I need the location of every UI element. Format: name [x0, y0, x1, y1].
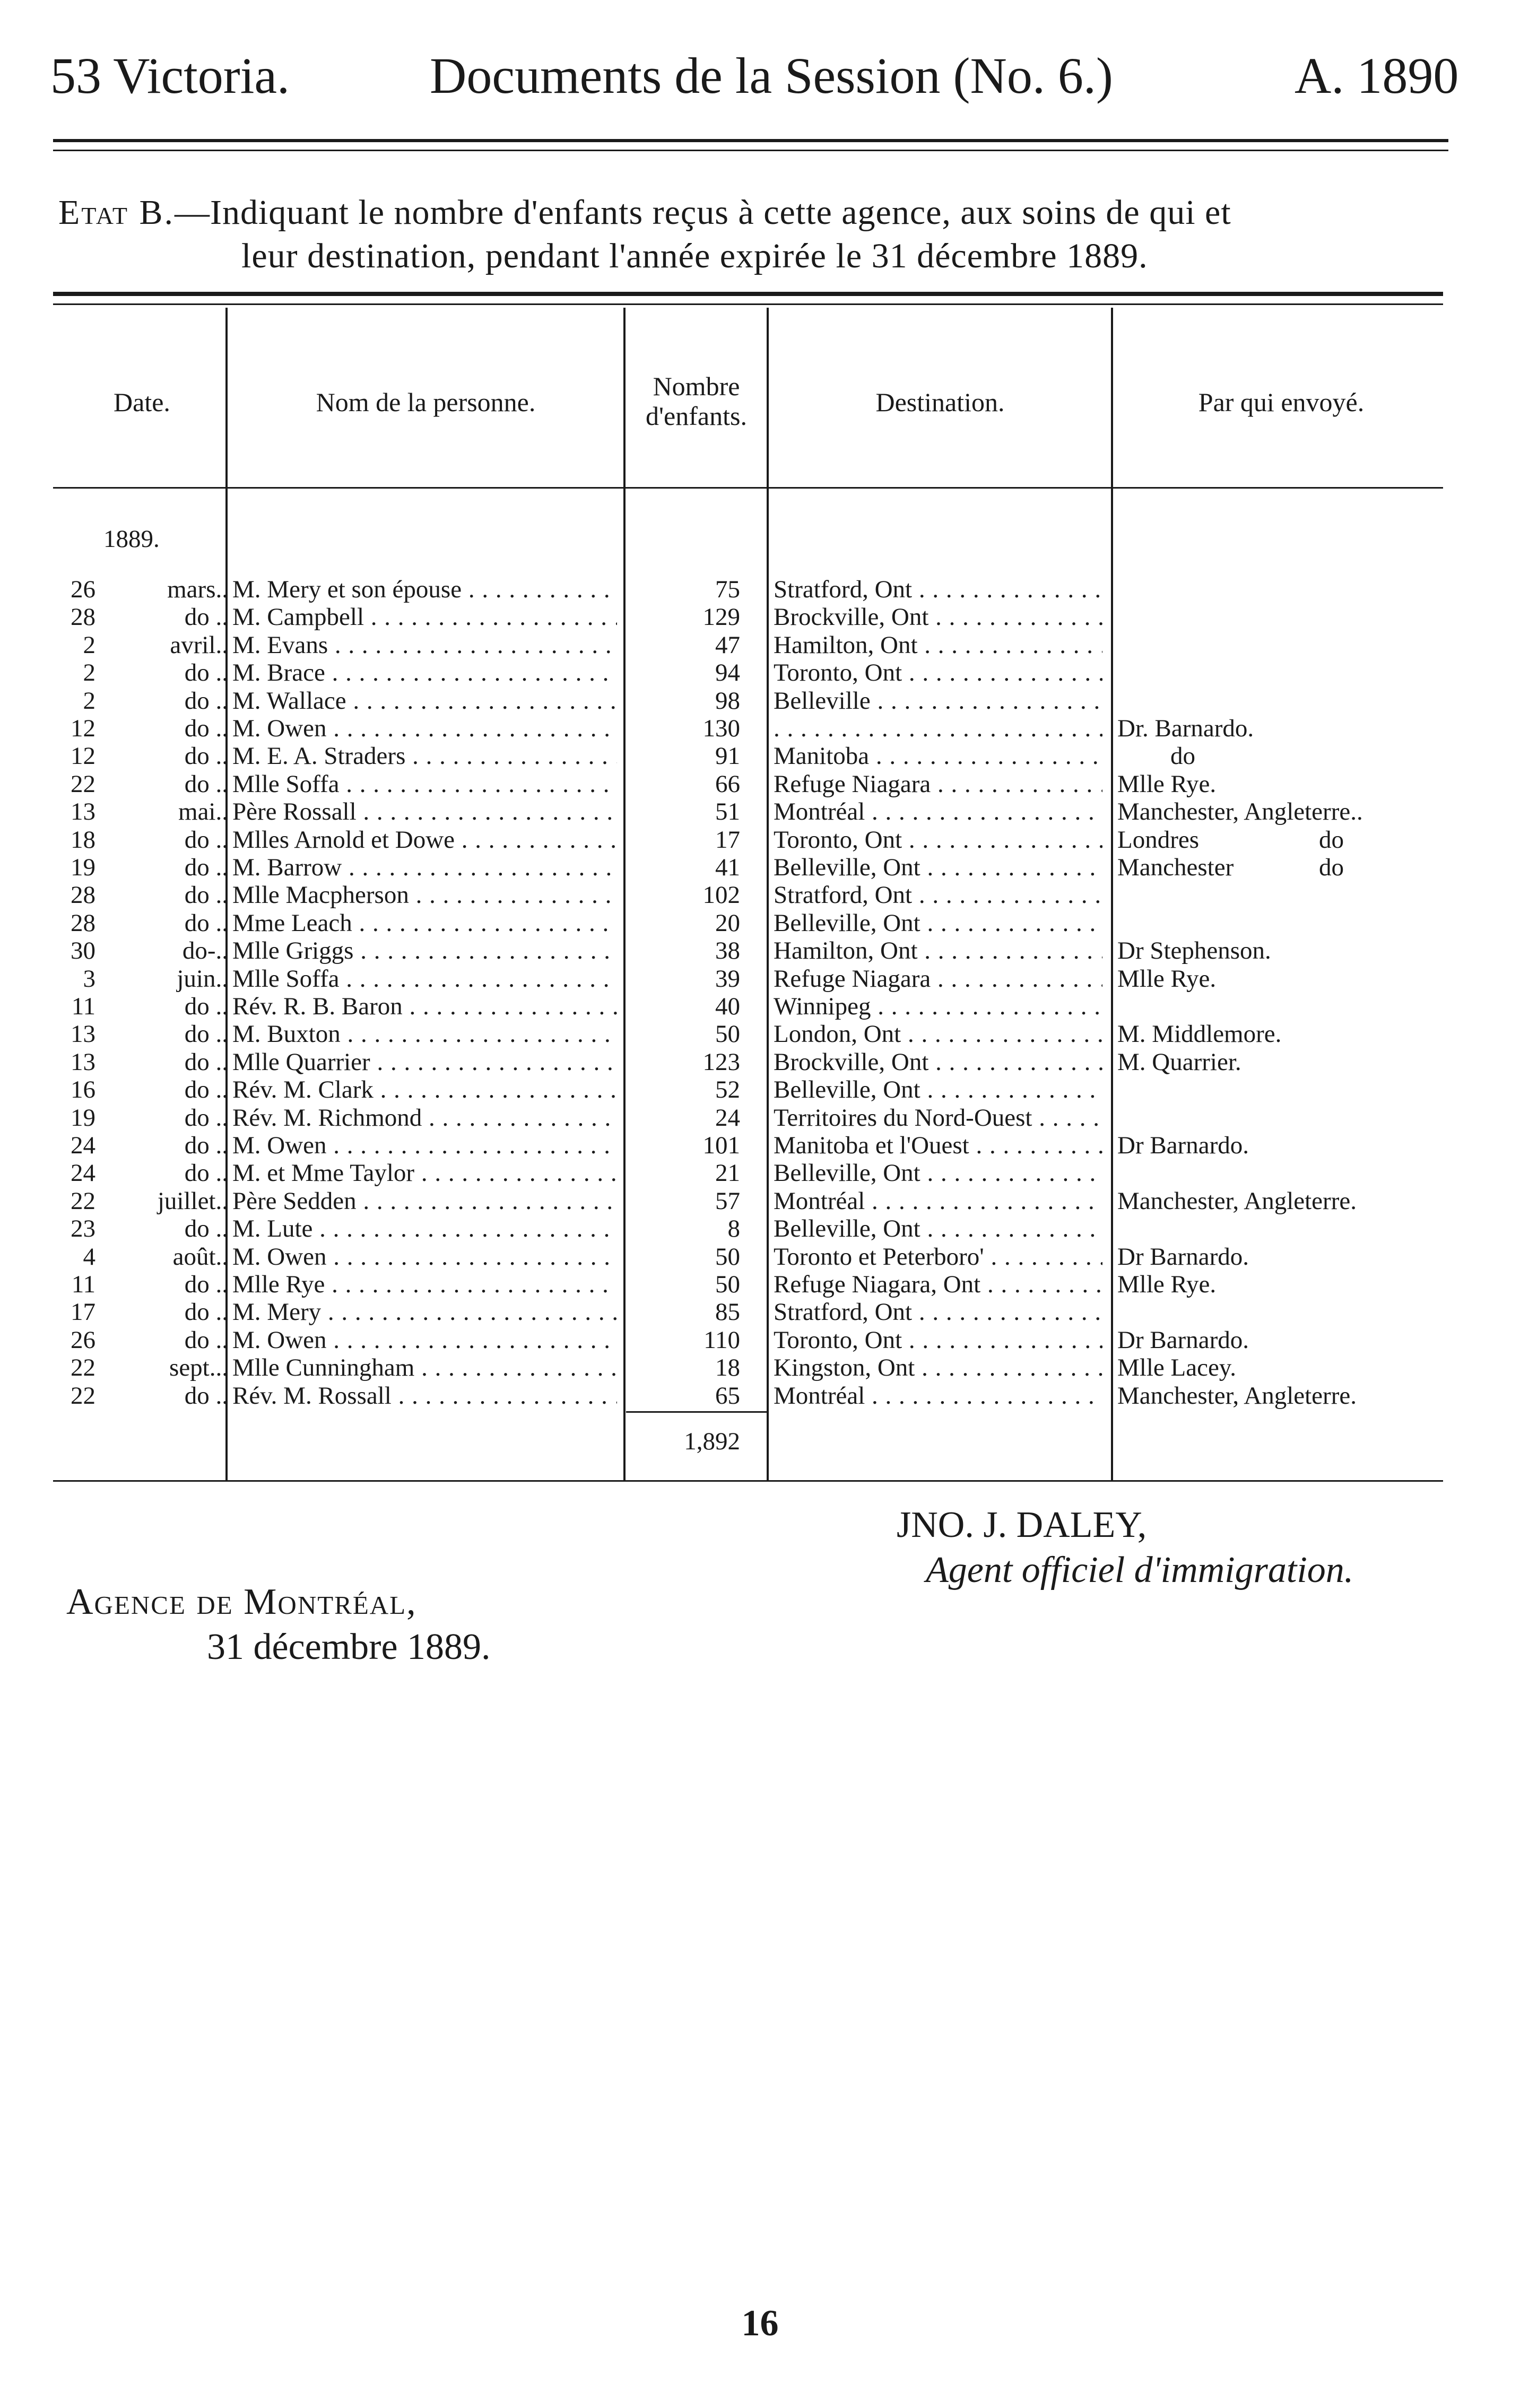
row-day: 11	[71, 993, 95, 1020]
row-month: do ..	[184, 1215, 228, 1242]
row-sender: Dr. Barnardo.	[1117, 715, 1254, 742]
row-count: 75	[715, 576, 740, 603]
row-sender	[1117, 631, 1499, 659]
row-count: 110	[703, 1326, 740, 1354]
row-month: sept...	[169, 1354, 228, 1381]
row-month: do ..	[184, 715, 228, 742]
row-sender	[1117, 1104, 1499, 1132]
row-month: do ..	[184, 1298, 228, 1326]
row-day: 22	[71, 1354, 95, 1381]
row-destination: Territoires du Nord-Ouest . . .	[774, 1104, 1102, 1132]
row-day: 23	[71, 1215, 95, 1242]
column-divider-2	[623, 308, 626, 1480]
row-count: 66	[715, 770, 740, 798]
row-name: Père Sedden . . .	[232, 1187, 617, 1215]
row-count: 52	[715, 1076, 740, 1103]
row-day: 16	[71, 1076, 95, 1103]
total-rule	[626, 1411, 767, 1413]
row-day: 22	[71, 770, 95, 798]
row-sender	[1117, 1298, 1499, 1326]
row-count: 38	[715, 937, 740, 964]
row-name: M. et Mme Taylor . . .	[232, 1159, 617, 1187]
row-day: 17	[71, 1298, 95, 1326]
row-name: Rév. M. Rossall . . .	[232, 1382, 617, 1410]
row-day: 26	[71, 1326, 95, 1354]
row-day: 3	[83, 965, 95, 993]
row-count: 130	[702, 715, 740, 742]
row-name: M. Owen . . .	[232, 1326, 617, 1354]
row-destination: Belleville, Ont . . .	[774, 1159, 1102, 1187]
row-day: 28	[71, 881, 95, 909]
row-month: juillet..	[157, 1187, 228, 1215]
row-month: do ..	[184, 770, 228, 798]
row-month: do ..	[184, 1382, 228, 1410]
row-name: Mlle Rye . . .	[232, 1271, 617, 1298]
row-day: 28	[71, 909, 95, 937]
row-day: 22	[71, 1187, 95, 1215]
row-sender	[1117, 854, 1499, 881]
row-name: Mlle Griggs . . .	[232, 937, 617, 964]
row-month: do-..	[182, 937, 228, 964]
row-count: 51	[715, 798, 740, 825]
table-top-rule-thin	[53, 303, 1443, 305]
row-name: Rév. R. B. Baron . . .	[232, 993, 617, 1020]
row-destination: Manitoba et l'Ouest . . .	[774, 1132, 1102, 1159]
row-month: do ..	[184, 687, 228, 715]
row-sender: Dr Barnardo.	[1117, 1132, 1249, 1159]
row-name: M. Mery et son épouse . . .	[232, 576, 617, 603]
row-destination: Belleville, Ont . . .	[774, 854, 1102, 881]
row-destination	[774, 715, 1102, 742]
row-month: do ..	[184, 1132, 228, 1159]
row-sender	[1117, 909, 1499, 937]
row-month: avril..	[170, 631, 228, 659]
row-day: 24	[71, 1159, 95, 1187]
row-name: Rév. M. Richmond . . .	[232, 1104, 617, 1132]
row-name: M. Barrow . . .	[232, 854, 617, 881]
row-sender	[1117, 603, 1499, 631]
row-count: 65	[715, 1382, 740, 1410]
row-sender: Mlle Rye.	[1117, 1271, 1217, 1298]
row-sender	[1117, 1215, 1499, 1242]
row-day: 2	[83, 631, 95, 659]
row-destination: Toronto et Peterboro' . . .	[774, 1243, 1102, 1271]
signatory-name: JNO. J. DALEY,	[897, 1505, 1147, 1545]
row-destination: Hamilton, Ont . . .	[774, 937, 1102, 964]
row-name: M. Owen . . .	[232, 1243, 617, 1271]
row-month: do ..	[184, 1104, 228, 1132]
row-day: 19	[71, 1104, 95, 1132]
row-month: do ..	[184, 881, 228, 909]
column-divider-4	[1111, 308, 1113, 1480]
row-name: M. E. A. Straders . . .	[232, 742, 617, 770]
row-sender-ditto: do	[1319, 854, 1344, 881]
row-day: 11	[71, 1271, 95, 1298]
column-header-count-line-2: d'enfants.	[646, 401, 747, 431]
row-month: do ..	[184, 993, 228, 1020]
row-day: 12	[71, 742, 95, 770]
row-destination: Brockville, Ont . . .	[774, 1048, 1102, 1076]
row-name: M. Wallace . . .	[232, 687, 617, 715]
row-destination: Toronto, Ont . . .	[774, 826, 1102, 854]
row-count: 123	[702, 1048, 740, 1076]
row-destination: Toronto, Ont . . .	[774, 659, 1102, 686]
signatory-title: Agent officiel d'immigration.	[926, 1550, 1354, 1590]
row-destination: Belleville, Ont . . .	[774, 1215, 1102, 1242]
row-day: 28	[71, 603, 95, 631]
agency-date: 31 décembre 1889.	[207, 1627, 491, 1667]
row-destination: Montréal . . .	[774, 1382, 1102, 1410]
row-count: 39	[715, 965, 740, 993]
row-count: 50	[715, 1271, 740, 1298]
row-destination: Stratford, Ont . . .	[774, 881, 1102, 909]
row-name: Mlle Quarrier . . .	[232, 1048, 617, 1076]
column-header-count	[626, 371, 767, 431]
row-name: M. Brace . . .	[232, 659, 617, 686]
caption-line-1: —Indiquant le nombre d'enfants reçus à cette agence, aux soins de qui et	[174, 193, 1231, 232]
row-count: 20	[715, 909, 740, 937]
row-sender	[1117, 659, 1499, 686]
row-month: do ..	[184, 1048, 228, 1076]
row-sender	[1117, 881, 1499, 909]
row-month: do ..	[184, 909, 228, 937]
row-sender: Mlle Lacey.	[1117, 1354, 1237, 1381]
row-name: M. Mery . . .	[232, 1298, 617, 1326]
row-month: do ..	[184, 1159, 228, 1187]
row-month: mai..	[178, 798, 228, 825]
header-volume: 53 Victoria.	[50, 47, 290, 104]
row-count: 50	[715, 1243, 740, 1271]
row-month: mars..	[167, 576, 228, 603]
row-sender: Dr Barnardo.	[1117, 1243, 1249, 1271]
row-count: 98	[715, 687, 740, 715]
row-day: 4	[83, 1243, 95, 1271]
column-header-count-line-1: Nombre	[653, 371, 740, 401]
row-destination: Montréal . . .	[774, 798, 1102, 825]
row-sender: Dr Stephenson.	[1117, 937, 1271, 964]
row-sender	[1117, 1076, 1499, 1103]
column-divider-3	[767, 308, 769, 1480]
row-month: do ..	[184, 1020, 228, 1048]
row-count: 41	[715, 854, 740, 881]
row-name: Mme Leach . . .	[232, 909, 617, 937]
header-year: A. 1890	[1295, 47, 1459, 104]
row-day: 2	[83, 687, 95, 715]
row-month: do ..	[184, 826, 228, 854]
row-destination: Brockville, Ont . . .	[774, 603, 1102, 631]
row-count: 8	[727, 1215, 740, 1242]
header-title: Documents de la Session (No. 6.)	[430, 47, 1113, 104]
row-destination: Toronto, Ont . . .	[774, 1326, 1102, 1354]
row-destination: Refuge Niagara, Ont . . .	[774, 1271, 1102, 1298]
row-count: 40	[715, 993, 740, 1020]
row-sender	[1117, 826, 1499, 854]
row-month: do ..	[184, 742, 228, 770]
row-destination: Belleville, Ont . . .	[774, 1076, 1102, 1103]
row-destination: London, Ont . . .	[774, 1020, 1102, 1048]
row-count: 85	[715, 1298, 740, 1326]
row-month: do ..	[184, 659, 228, 686]
row-sender-place: Londres	[1117, 826, 1200, 854]
column-header-date: Date.	[114, 387, 170, 417]
row-count: 94	[715, 659, 740, 686]
agency-name: Agence de Montréal,	[66, 1581, 417, 1622]
row-destination: Hamilton, Ont . . .	[774, 631, 1102, 659]
row-destination: Montréal . . .	[774, 1187, 1102, 1215]
row-destination: Refuge Niagara . . .	[774, 965, 1102, 993]
row-sender	[1117, 687, 1499, 715]
table-top-rule-thick	[53, 292, 1443, 296]
year-label: 1889.	[103, 525, 160, 553]
row-destination: Stratford, Ont . . .	[774, 576, 1102, 603]
row-name: Mlles Arnold et Dowe . . .	[232, 826, 617, 854]
caption-label: Etat B.	[58, 193, 175, 232]
row-day: 30	[71, 937, 95, 964]
row-day: 12	[71, 715, 95, 742]
row-month: août..	[172, 1243, 228, 1271]
caption-line-2: leur destination, pendant l'année expirée le 31 décembre 1889.	[241, 237, 1148, 275]
row-destination: Refuge Niagara . . .	[774, 770, 1102, 798]
row-name: Rév. M. Clark . . .	[232, 1076, 617, 1103]
column-header-sender: Par qui envoyé.	[1198, 387, 1365, 417]
row-sender	[1117, 1159, 1499, 1187]
row-day: 13	[71, 1048, 95, 1076]
row-sender	[1117, 576, 1499, 603]
row-month: do ..	[184, 1076, 228, 1103]
row-count: 47	[715, 631, 740, 659]
row-count: 57	[715, 1187, 740, 1215]
row-day: 26	[71, 576, 95, 603]
row-sender: M. Quarrier.	[1117, 1048, 1241, 1076]
row-sender: M. Middlemore.	[1117, 1020, 1282, 1048]
row-destination: Stratford, Ont . . .	[774, 1298, 1102, 1326]
row-name: Mlle Cunningham . . .	[232, 1354, 617, 1381]
row-sender	[1117, 993, 1499, 1020]
row-day: 22	[71, 1382, 95, 1410]
column-header-destination: Destination.	[875, 387, 1005, 417]
row-sender-ditto: do	[1319, 826, 1344, 854]
header-rule-thick	[53, 139, 1448, 142]
row-sender: Dr Barnardo.	[1117, 1326, 1249, 1354]
row-sender: do	[1170, 742, 1195, 770]
row-name: M. Evans . . .	[232, 631, 617, 659]
row-day: 19	[71, 854, 95, 881]
row-day: 2	[83, 659, 95, 686]
row-name: M. Owen . . .	[232, 1132, 617, 1159]
row-destination: Winnipeg . . .	[774, 993, 1102, 1020]
row-count: 102	[702, 881, 740, 909]
row-destination: Manitoba . . .	[774, 742, 1102, 770]
row-month: do ..	[184, 1271, 228, 1298]
row-name: M. Lute . . .	[232, 1215, 617, 1242]
row-name: M. Campbell . . .	[232, 603, 617, 631]
row-count: 21	[715, 1159, 740, 1187]
column-header-rule	[53, 487, 1443, 489]
row-sender: Mlle Rye.	[1117, 770, 1217, 798]
row-destination: Belleville, Ont . . .	[774, 909, 1102, 937]
row-day: 13	[71, 798, 95, 825]
row-name: M. Buxton . . .	[232, 1020, 617, 1048]
row-sender-place: Manchester	[1117, 854, 1234, 881]
row-destination: Belleville . . .	[774, 687, 1102, 715]
table-bottom-rule	[53, 1480, 1443, 1482]
row-count: 18	[715, 1354, 740, 1381]
row-day: 24	[71, 1132, 95, 1159]
row-sender: Manchester, Angleterre.	[1117, 1382, 1357, 1410]
row-month: do ..	[184, 1326, 228, 1354]
row-destination: Kingston, Ont . . .	[774, 1354, 1102, 1381]
row-name: Mlle Soffa . . .	[232, 770, 617, 798]
header-rule-thin	[53, 150, 1448, 151]
row-month: juin..	[177, 965, 228, 993]
row-count: 101	[702, 1132, 740, 1159]
row-name: Père Rossall . . .	[232, 798, 617, 825]
row-count: 129	[702, 603, 740, 631]
column-header-name: Nom de la personne.	[316, 387, 536, 417]
row-sender: Mlle Rye.	[1117, 965, 1217, 993]
row-name: M. Owen . . .	[232, 715, 617, 742]
row-name: Mlle Soffa . . .	[232, 965, 617, 993]
row-day: 18	[71, 826, 95, 854]
row-sender: Manchester, Angleterre..	[1117, 798, 1363, 825]
page-number: 16	[741, 2303, 779, 2344]
row-month: do ..	[184, 854, 228, 881]
table-caption	[58, 191, 1459, 278]
row-count: 24	[715, 1104, 740, 1132]
row-count: 50	[715, 1020, 740, 1048]
row-month: do ..	[184, 603, 228, 631]
row-day: 13	[71, 1020, 95, 1048]
row-count: 17	[715, 826, 740, 854]
row-sender: Manchester, Angleterre.	[1117, 1187, 1357, 1215]
row-name: Mlle Macpherson . . .	[232, 881, 617, 909]
total-children: 1,892	[684, 1428, 740, 1455]
row-count: 91	[715, 742, 740, 770]
